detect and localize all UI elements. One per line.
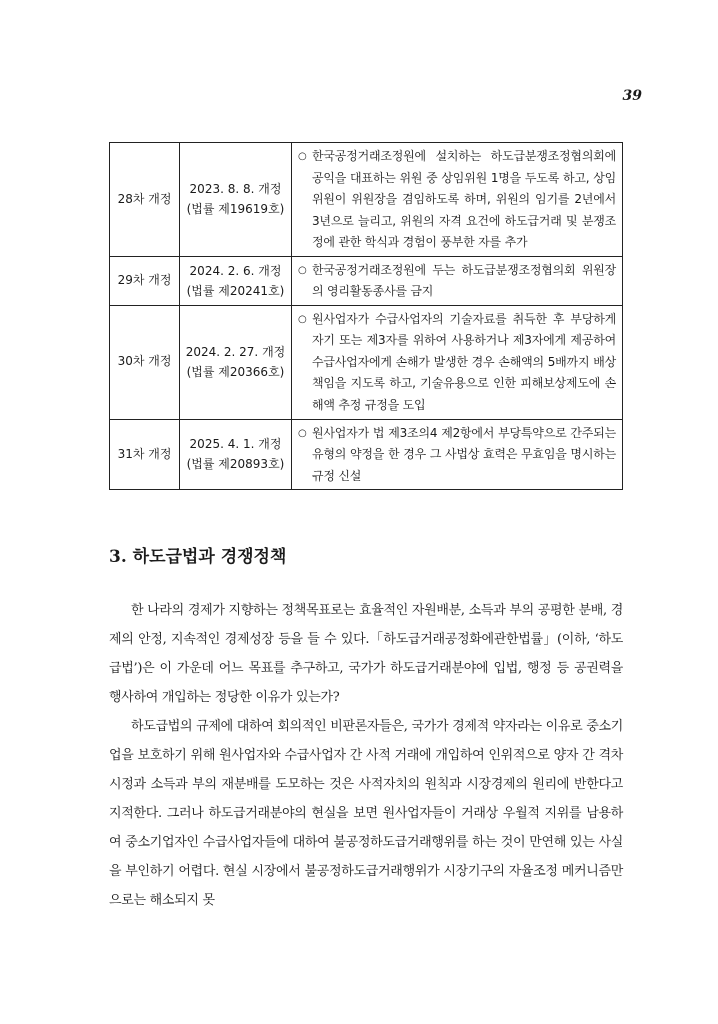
amendment-date-cell (180, 305, 292, 419)
body-paragraph: 하도급법의 규제에 대하여 회의적인 비판론자들은, 국가가 경제적 약자라는 이유로 중소기업을 보호하기 위해 원사업자와 수급사업자 간 사적 거래에 개입하여 인위적으로 양자 간 격차 시정과 소득과 부의 재분배를 도모하는 것은 사적자치의 원칙과 시장경제의 원리에 반한다고 지적한다. 그러나 하도급거래분야의 현실을 보면 원사업자들이 거래상 우월적 지위를 남용하여 중소기업자인 수급사업자들에 대하여 불공정하도급거래행위를 하는 것이 만연해 있는 사실을 부인하기 어렵다. 현실 시장에서 불공정하도급거래행위가 시장기구의 자율조정 메커니즘만으로는 해소되지 못 (109, 719, 623, 908)
amendment-content-cell (292, 305, 623, 419)
amendment-date: 2025. 4. 1. 개정 (189, 437, 282, 452)
amendment-content: 한국공정거래조정원에 두는 하도급분쟁조정협의회 위원장의 영리활동종사를 금지 (312, 262, 616, 298)
amendment-law-number: (법률 제20241호) (186, 283, 285, 298)
circle-bullet-icon: ○ (298, 427, 307, 439)
amendment-round: 28차 개정 (110, 143, 180, 257)
amendment-date-cell (180, 143, 292, 257)
section-title: 3. 하도급법과 경쟁정책 (109, 547, 287, 567)
amendment-content: 원사업자가 법 제3조의4 제2항에서 부당특약으로 간주되는 유형의 약정을 한 경우 그 사법상 효력은 무효임을 명시하는 규정 신설 (312, 425, 616, 483)
amendment-date: 2023. 8. 8. 개정 (189, 182, 282, 197)
page-number: 39 (622, 88, 642, 104)
circle-bullet-icon: ○ (298, 151, 307, 162)
amendment-date: 2024. 2. 6. 개정 (189, 263, 282, 278)
amendment-row-30 (110, 305, 623, 419)
amendment-content: 원사업자가 수급사업자의 기술자료를 취득한 후 부당하게 자기 또는 제3자를 위하여 사용하거나 제3자에게 제공하여 수급사업자에게 손해가 발생한 경우 손해액의 5배까지 배상책임을 지도록 하고, 기술유용으로 인한 피해보상제도에 손해액 추정 규정을 도입 (312, 311, 616, 412)
amendment-round: 29차 개정 (110, 256, 180, 305)
amendment-round: 30차 개정 (110, 305, 180, 419)
amendment-content-cell (292, 143, 623, 257)
amendment-row-28 (110, 143, 623, 257)
amendment-row-31 (110, 419, 623, 490)
circle-bullet-icon: ○ (298, 313, 307, 325)
amendment-date-cell (180, 419, 292, 490)
amendment-row-29 (110, 256, 623, 305)
amendment-table (109, 142, 623, 490)
amendment-round: 31차 개정 (110, 419, 180, 490)
amendment-law-number: (법률 제19619호) (186, 202, 285, 217)
amendment-law-number: (법률 제20366호) (186, 365, 285, 379)
amendment-content-cell (292, 419, 623, 490)
amendment-content-cell (292, 256, 623, 305)
amendment-date-cell (180, 256, 292, 305)
circle-bullet-icon: ○ (298, 264, 307, 276)
amendment-content: 한국공정거래조정원에 설치하는 하도급분쟁조정협의회에 공익을 대표하는 위원 중 상임위원 1명을 두도록 하고, 상임위원이 위원장을 겸임하도록 하며, 위원의 임기를 2년에서 3년으로 늘리고, 위원의 자격 요건에 하도급거래 및 분쟁조정에 관한 학식과 경험이 풍부한 자를 추가 (312, 149, 616, 249)
body-paragraph: 한 나라의 경제가 지향하는 정책목표로는 효율적인 자원배분, 소득과 부의 공평한 분배, 경제의 안정, 지속적인 경제성장 등을 들 수 있다.「하도급거래공정화에관한법률」(이하, ‘하도급법’)은 이 가운데 어느 목표를 추구하고, 국가가 하도급거래분야에 입법, 행정 등 공권력을 행사하여 개입하는 정당한 이유가 있는가? (109, 603, 623, 705)
amendment-law-number: (법률 제20893호) (186, 457, 285, 472)
amendment-date: 2024. 2. 27. 개정 (185, 345, 286, 359)
